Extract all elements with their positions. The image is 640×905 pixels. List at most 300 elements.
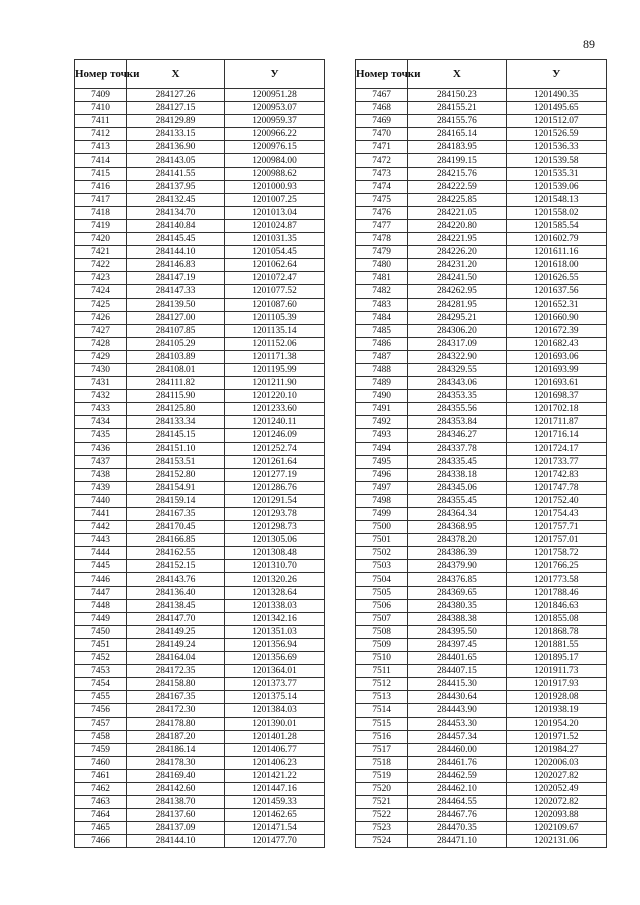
- table-row: [75, 835, 325, 848]
- cell-x: 284144.10: [127, 835, 225, 848]
- cell-x: 284338.18: [408, 468, 506, 481]
- cell-point-number: 7460: [75, 756, 127, 769]
- cell-y: 1201984.27: [506, 743, 606, 756]
- cell-point-number: 7419: [75, 219, 127, 232]
- table-row: [356, 285, 607, 298]
- cell-x: 284178.30: [127, 756, 225, 769]
- table-row: [75, 809, 325, 822]
- cell-x: 284141.55: [127, 167, 225, 180]
- cell-point-number: 7463: [75, 796, 127, 809]
- cell-y: 1200959.37: [225, 115, 325, 128]
- table-row: [75, 272, 325, 285]
- cell-point-number: 7505: [356, 586, 408, 599]
- cell-x: 284105.29: [127, 337, 225, 350]
- cell-y: 1201971.52: [506, 730, 606, 743]
- table-row: [356, 796, 607, 809]
- cell-x: 284415.30: [408, 678, 506, 691]
- cell-x: 284187.20: [127, 730, 225, 743]
- cell-point-number: 7409: [75, 89, 127, 102]
- cell-point-number: 7497: [356, 481, 408, 494]
- cell-point-number: 7434: [75, 416, 127, 429]
- cell-x: 284155.21: [408, 102, 506, 115]
- table-row: [356, 115, 607, 128]
- cell-x: 284178.80: [127, 717, 225, 730]
- table-row: [356, 691, 607, 704]
- cell-y: 1201757.01: [506, 534, 606, 547]
- table-row: [356, 337, 607, 350]
- cell-x: 284145.15: [127, 429, 225, 442]
- cell-y: 1201240.11: [225, 416, 325, 429]
- cell-y: 1202109.67: [506, 822, 606, 835]
- cell-y: 1201868.78: [506, 625, 606, 638]
- cell-x: 284462.59: [408, 769, 506, 782]
- table-row: [75, 324, 325, 337]
- cell-x: 284295.21: [408, 311, 506, 324]
- table-row: [356, 599, 607, 612]
- cell-point-number: 7485: [356, 324, 408, 337]
- cell-x: 284262.95: [408, 285, 506, 298]
- cell-x: 284165.14: [408, 128, 506, 141]
- cell-point-number: 7466: [75, 835, 127, 848]
- cell-y: 1201135.14: [225, 324, 325, 337]
- cell-y: 1201013.04: [225, 206, 325, 219]
- cell-y: 1201724.17: [506, 442, 606, 455]
- table-row: [356, 809, 607, 822]
- cell-y: 1201512.07: [506, 115, 606, 128]
- cell-x: 284395.50: [408, 625, 506, 638]
- cell-point-number: 7515: [356, 717, 408, 730]
- cell-y: 1201716.14: [506, 429, 606, 442]
- cell-point-number: 7448: [75, 599, 127, 612]
- cell-point-number: 7479: [356, 246, 408, 259]
- table-row: [356, 612, 607, 625]
- cell-x: 284107.85: [127, 324, 225, 337]
- table-row: [356, 390, 607, 403]
- cell-y: 1201342.16: [225, 612, 325, 625]
- cell-x: 284231.20: [408, 259, 506, 272]
- cell-x: 284125.80: [127, 403, 225, 416]
- cell-point-number: 7475: [356, 193, 408, 206]
- cell-y: 1201637.56: [506, 285, 606, 298]
- cell-x: 284143.76: [127, 573, 225, 586]
- cell-y: 1202052.49: [506, 782, 606, 795]
- cell-point-number: 7433: [75, 403, 127, 416]
- table-row: [75, 350, 325, 363]
- cell-x: 284462.10: [408, 782, 506, 795]
- cell-x: 284127.15: [127, 102, 225, 115]
- header-point-number: Номер точки: [356, 60, 408, 89]
- cell-y: 1201328.64: [225, 586, 325, 599]
- cell-x: 284145.45: [127, 233, 225, 246]
- table-row: [75, 337, 325, 350]
- cell-point-number: 7467: [356, 89, 408, 102]
- cell-point-number: 7483: [356, 298, 408, 311]
- cell-point-number: 7437: [75, 455, 127, 468]
- table-row: [75, 638, 325, 651]
- cell-y: 1201788.46: [506, 586, 606, 599]
- cell-point-number: 7459: [75, 743, 127, 756]
- cell-point-number: 7458: [75, 730, 127, 743]
- cell-point-number: 7470: [356, 128, 408, 141]
- cell-x: 284461.76: [408, 756, 506, 769]
- cell-y: 1201077.52: [225, 285, 325, 298]
- cell-point-number: 7519: [356, 769, 408, 782]
- cell-y: 1201672.39: [506, 324, 606, 337]
- table-row: [356, 547, 607, 560]
- cell-y: 1201682.43: [506, 337, 606, 350]
- cell-y: 1201356.69: [225, 652, 325, 665]
- cell-point-number: 7412: [75, 128, 127, 141]
- table-row: [356, 350, 607, 363]
- table-row: [75, 311, 325, 324]
- table-row: [356, 272, 607, 285]
- table-row: [75, 89, 325, 102]
- cell-x: 284453.30: [408, 717, 506, 730]
- cell-point-number: 7427: [75, 324, 127, 337]
- cell-point-number: 7420: [75, 233, 127, 246]
- cell-x: 284132.45: [127, 193, 225, 206]
- table-row: [356, 782, 607, 795]
- cell-x: 284158.80: [127, 678, 225, 691]
- cell-y: 1201895.17: [506, 652, 606, 665]
- cell-point-number: 7481: [356, 272, 408, 285]
- cell-point-number: 7509: [356, 638, 408, 651]
- cell-x: 284337.78: [408, 442, 506, 455]
- cell-y: 1201938.19: [506, 704, 606, 717]
- cell-y: 1202131.06: [506, 835, 606, 848]
- cell-y: 1201536.33: [506, 141, 606, 154]
- cell-point-number: 7444: [75, 547, 127, 560]
- cell-y: 1201855.08: [506, 612, 606, 625]
- cell-y: 1201406.23: [225, 756, 325, 769]
- table-row: [356, 743, 607, 756]
- cell-x: 284353.84: [408, 416, 506, 429]
- table-row: [356, 638, 607, 651]
- cell-x: 284167.35: [127, 508, 225, 521]
- cell-y: 1200951.28: [225, 89, 325, 102]
- cell-x: 284136.90: [127, 141, 225, 154]
- cell-point-number: 7500: [356, 521, 408, 534]
- cell-x: 284146.83: [127, 259, 225, 272]
- cell-x: 284378.20: [408, 534, 506, 547]
- table-row: [356, 508, 607, 521]
- cell-x: 284140.84: [127, 219, 225, 232]
- table-row: [356, 573, 607, 586]
- table-row: [75, 560, 325, 573]
- cell-point-number: 7429: [75, 350, 127, 363]
- cell-y: 1201471.54: [225, 822, 325, 835]
- cell-y: 1202006.03: [506, 756, 606, 769]
- table-body: [75, 89, 325, 848]
- cell-x: 284103.89: [127, 350, 225, 363]
- cell-x: 284108.01: [127, 363, 225, 376]
- cell-point-number: 7498: [356, 494, 408, 507]
- cell-y: 1201611.16: [506, 246, 606, 259]
- cell-y: 1201585.54: [506, 219, 606, 232]
- cell-x: 284138.45: [127, 599, 225, 612]
- cell-y: 1201602.79: [506, 233, 606, 246]
- cell-x: 284167.35: [127, 691, 225, 704]
- table-row: [356, 89, 607, 102]
- table-row: [75, 521, 325, 534]
- cell-point-number: 7482: [356, 285, 408, 298]
- table-row: [75, 298, 325, 311]
- table-row: [75, 822, 325, 835]
- cell-x: 284329.55: [408, 363, 506, 376]
- table-row: [356, 665, 607, 678]
- cell-y: 1201072.47: [225, 272, 325, 285]
- page-number: 89: [583, 37, 595, 51]
- table-row: [75, 756, 325, 769]
- cell-y: 1201373.77: [225, 678, 325, 691]
- cell-point-number: 7439: [75, 481, 127, 494]
- cell-y: 1201911.73: [506, 665, 606, 678]
- cell-y: 1201693.06: [506, 350, 606, 363]
- cell-y: 1201375.14: [225, 691, 325, 704]
- table-row: [356, 534, 607, 547]
- cell-point-number: 7491: [356, 403, 408, 416]
- cell-x: 284397.45: [408, 638, 506, 651]
- cell-x: 284215.76: [408, 167, 506, 180]
- cell-point-number: 7518: [356, 756, 408, 769]
- cell-point-number: 7493: [356, 429, 408, 442]
- cell-y: 1201539.06: [506, 180, 606, 193]
- cell-point-number: 7488: [356, 363, 408, 376]
- table-row: [75, 246, 325, 259]
- cell-y: 1201773.58: [506, 573, 606, 586]
- cell-y: 1201211.90: [225, 377, 325, 390]
- cell-point-number: 7464: [75, 809, 127, 822]
- table-row: [75, 534, 325, 547]
- cell-x: 284430.64: [408, 691, 506, 704]
- cell-x: 284226.20: [408, 246, 506, 259]
- cell-y: 1201220.10: [225, 390, 325, 403]
- cell-x: 284147.19: [127, 272, 225, 285]
- cell-x: 284137.09: [127, 822, 225, 835]
- cell-x: 284151.10: [127, 442, 225, 455]
- cell-point-number: 7462: [75, 782, 127, 795]
- cell-y: 1201447.16: [225, 782, 325, 795]
- cell-y: 1201305.06: [225, 534, 325, 547]
- cell-y: 1201356.94: [225, 638, 325, 651]
- table-row: [75, 442, 325, 455]
- table-row: [75, 102, 325, 115]
- cell-point-number: 7480: [356, 259, 408, 272]
- cell-point-number: 7512: [356, 678, 408, 691]
- cell-point-number: 7511: [356, 665, 408, 678]
- cell-x: 284376.85: [408, 573, 506, 586]
- cell-y: 1201846.63: [506, 599, 606, 612]
- cell-x: 284129.89: [127, 115, 225, 128]
- cell-x: 284220.80: [408, 219, 506, 232]
- cell-x: 284143.05: [127, 154, 225, 167]
- table-row: [356, 455, 607, 468]
- cell-y: 1201246.09: [225, 429, 325, 442]
- cell-y: 1201733.77: [506, 455, 606, 468]
- cell-point-number: 7426: [75, 311, 127, 324]
- cell-x: 284317.09: [408, 337, 506, 350]
- cell-point-number: 7418: [75, 206, 127, 219]
- cell-y: 1201286.76: [225, 481, 325, 494]
- cell-x: 284153.51: [127, 455, 225, 468]
- cell-point-number: 7478: [356, 233, 408, 246]
- cell-point-number: 7432: [75, 390, 127, 403]
- cell-x: 284154.91: [127, 481, 225, 494]
- table-row: [75, 730, 325, 743]
- cell-point-number: 7494: [356, 442, 408, 455]
- table-row: [356, 822, 607, 835]
- cell-y: 1201390.01: [225, 717, 325, 730]
- table-row: [75, 717, 325, 730]
- header-y: У: [506, 60, 606, 89]
- table-row: [356, 560, 607, 573]
- cell-point-number: 7522: [356, 809, 408, 822]
- table-row: [75, 481, 325, 494]
- cell-x: 284137.95: [127, 180, 225, 193]
- table-row: [75, 403, 325, 416]
- cell-point-number: 7492: [356, 416, 408, 429]
- cell-point-number: 7461: [75, 769, 127, 782]
- cell-y: 1201351.03: [225, 625, 325, 638]
- cell-x: 284222.59: [408, 180, 506, 193]
- cell-y: 1201917.93: [506, 678, 606, 691]
- table-row: [356, 481, 607, 494]
- cell-x: 284343.06: [408, 377, 506, 390]
- cell-y: 1201539.58: [506, 154, 606, 167]
- cell-point-number: 7410: [75, 102, 127, 115]
- cell-point-number: 7451: [75, 638, 127, 651]
- table-row: [75, 625, 325, 638]
- cell-x: 284147.33: [127, 285, 225, 298]
- cell-y: 1201152.06: [225, 337, 325, 350]
- cell-point-number: 7430: [75, 363, 127, 376]
- table-row: [356, 167, 607, 180]
- cell-y: 1200966.22: [225, 128, 325, 141]
- cell-x: 284172.35: [127, 665, 225, 678]
- header-row: [75, 60, 325, 89]
- cell-y: 1201401.28: [225, 730, 325, 743]
- cell-y: 1201626.55: [506, 272, 606, 285]
- cell-point-number: 7476: [356, 206, 408, 219]
- cell-x: 284225.85: [408, 193, 506, 206]
- cell-point-number: 7521: [356, 796, 408, 809]
- cell-x: 284221.95: [408, 233, 506, 246]
- cell-point-number: 7465: [75, 822, 127, 835]
- cell-y: 1201757.71: [506, 521, 606, 534]
- cell-y: 1201954.20: [506, 717, 606, 730]
- table-row: [356, 193, 607, 206]
- table-row: [75, 494, 325, 507]
- cell-x: 284346.27: [408, 429, 506, 442]
- cell-x: 284401.65: [408, 652, 506, 665]
- cell-point-number: 7449: [75, 612, 127, 625]
- cell-point-number: 7513: [356, 691, 408, 704]
- header-x: Х: [127, 60, 225, 89]
- cell-x: 284152.80: [127, 468, 225, 481]
- cell-y: 1200988.62: [225, 167, 325, 180]
- cell-y: 1202072.82: [506, 796, 606, 809]
- table-row: [356, 756, 607, 769]
- table-row: [75, 612, 325, 625]
- cell-y: 1202027.82: [506, 769, 606, 782]
- table-row: [356, 219, 607, 232]
- cell-x: 284199.15: [408, 154, 506, 167]
- cell-x: 284183.95: [408, 141, 506, 154]
- cell-x: 284169.40: [127, 769, 225, 782]
- table-row: [356, 246, 607, 259]
- cell-point-number: 7489: [356, 377, 408, 390]
- cell-point-number: 7502: [356, 547, 408, 560]
- table-row: [75, 115, 325, 128]
- cell-x: 284159.14: [127, 494, 225, 507]
- cell-y: 1201693.61: [506, 377, 606, 390]
- cell-y: 1201007.25: [225, 193, 325, 206]
- cell-x: 284355.45: [408, 494, 506, 507]
- table-row: [75, 586, 325, 599]
- table-row: [356, 233, 607, 246]
- table-row: [356, 494, 607, 507]
- cell-x: 284322.90: [408, 350, 506, 363]
- table-row: [356, 324, 607, 337]
- cell-y: 1200976.15: [225, 141, 325, 154]
- cell-point-number: 7424: [75, 285, 127, 298]
- cell-y: 1201754.43: [506, 508, 606, 521]
- cell-y: 1201693.99: [506, 363, 606, 376]
- cell-x: 284380.35: [408, 599, 506, 612]
- cell-x: 284335.45: [408, 455, 506, 468]
- cell-y: 1201233.60: [225, 403, 325, 416]
- cell-point-number: 7473: [356, 167, 408, 180]
- cell-y: 1201293.78: [225, 508, 325, 521]
- cell-x: 284136.40: [127, 586, 225, 599]
- cell-y: 1201421.22: [225, 769, 325, 782]
- cell-x: 284147.70: [127, 612, 225, 625]
- cell-x: 284186.14: [127, 743, 225, 756]
- cell-x: 284345.06: [408, 481, 506, 494]
- cell-point-number: 7469: [356, 115, 408, 128]
- cell-point-number: 7457: [75, 717, 127, 730]
- cell-point-number: 7445: [75, 560, 127, 573]
- cell-x: 284152.15: [127, 560, 225, 573]
- cell-y: 1201277.19: [225, 468, 325, 481]
- cell-point-number: 7453: [75, 665, 127, 678]
- cell-y: 1201477.70: [225, 835, 325, 848]
- cell-y: 1201384.03: [225, 704, 325, 717]
- cell-y: 1201459.33: [225, 796, 325, 809]
- table-row: [75, 573, 325, 586]
- cell-point-number: 7504: [356, 573, 408, 586]
- table-row: [356, 769, 607, 782]
- cell-y: 1201495.65: [506, 102, 606, 115]
- cell-point-number: 7468: [356, 102, 408, 115]
- cell-y: 1201618.00: [506, 259, 606, 272]
- cell-x: 284388.38: [408, 612, 506, 625]
- table-row: [356, 586, 607, 599]
- cell-y: 1201698.37: [506, 390, 606, 403]
- table-row: [75, 128, 325, 141]
- cell-x: 284464.55: [408, 796, 506, 809]
- table-row: [75, 652, 325, 665]
- cell-x: 284149.24: [127, 638, 225, 651]
- cell-x: 284407.15: [408, 665, 506, 678]
- table-row: [356, 259, 607, 272]
- table-row: [356, 154, 607, 167]
- cell-y: 1201261.64: [225, 455, 325, 468]
- cell-x: 284368.95: [408, 521, 506, 534]
- table-row: [356, 730, 607, 743]
- cell-y: 1201024.87: [225, 219, 325, 232]
- table-row: [75, 796, 325, 809]
